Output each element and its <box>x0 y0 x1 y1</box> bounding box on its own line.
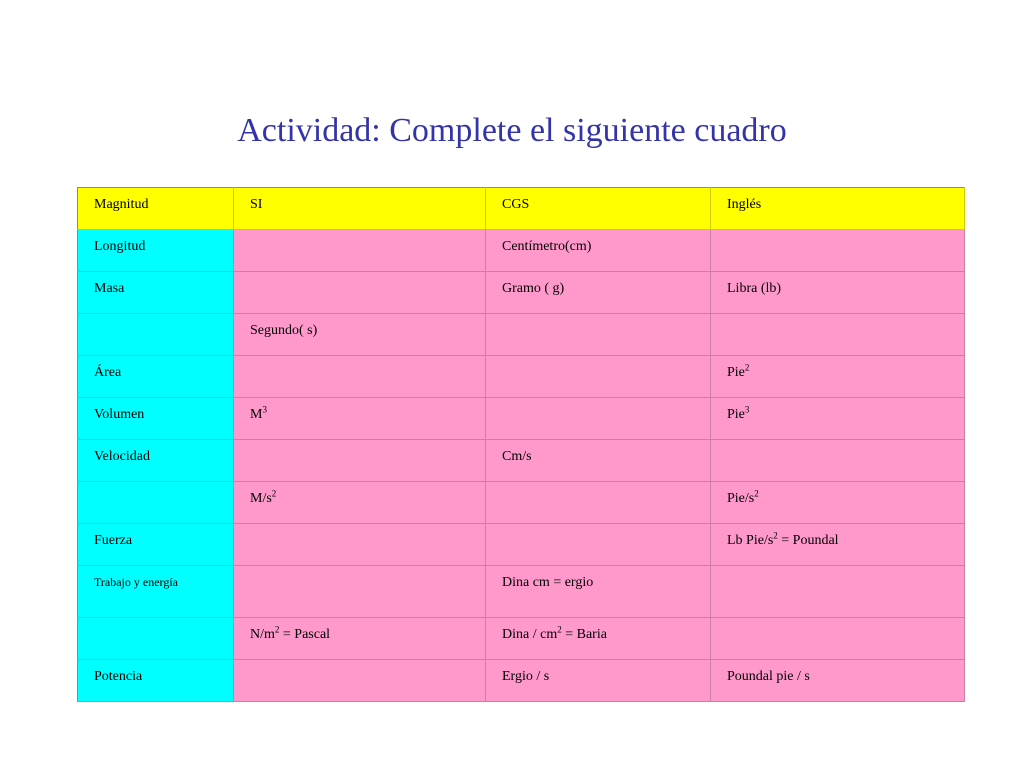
cell-si <box>234 440 486 482</box>
cell-cgs <box>486 482 711 524</box>
cell-magnitud <box>78 482 234 524</box>
table-row <box>78 356 965 398</box>
cell-magnitud: Área <box>78 356 234 398</box>
cell-magnitud: Fuerza <box>78 524 234 566</box>
cell-ingles <box>711 230 965 272</box>
cell-cgs <box>486 398 711 440</box>
cell-si <box>234 230 486 272</box>
cell-ingles <box>711 440 965 482</box>
cell-cgs <box>486 524 711 566</box>
table-row <box>78 440 965 482</box>
cell-magnitud: Velocidad <box>78 440 234 482</box>
header-cgs: CGS <box>486 188 711 230</box>
table-row <box>78 398 965 440</box>
cell-cgs <box>486 356 711 398</box>
table-row <box>78 482 965 524</box>
cell-si: Segundo( s) <box>234 314 486 356</box>
cell-magnitud <box>78 314 234 356</box>
header-row <box>78 188 965 230</box>
header-si: SI <box>234 188 486 230</box>
cell-cgs: Centímetro(cm) <box>486 230 711 272</box>
cell-ingles <box>711 314 965 356</box>
cell-magnitud: Potencia <box>78 660 234 702</box>
cell-si: $M/s^2$ <box>234 482 486 524</box>
table-body <box>78 230 965 702</box>
cell-cgs: Gramo ( g) <box>486 272 711 314</box>
table-row <box>78 524 965 566</box>
cell-ingles: Pie$^3$ <box>711 398 965 440</box>
units-table <box>77 187 965 702</box>
cell-ingles <box>711 618 965 660</box>
cell-cgs: Ergio / s <box>486 660 711 702</box>
header-magnitud: Magnitud <box>78 188 234 230</box>
cell-si: $N/m^2$ = Pascal <box>234 618 486 660</box>
table-row <box>78 618 965 660</box>
cell-ingles: Libra (lb) <box>711 272 965 314</box>
cell-ingles: Poundal pie / s <box>711 660 965 702</box>
cell-cgs <box>486 314 711 356</box>
cell-ingles: Pie/$s^2$ <box>711 482 965 524</box>
cell-ingles: Pie$^2$ <box>711 356 965 398</box>
cell-ingles: Lb Pie/$s^2$ = Poundal <box>711 524 965 566</box>
table-row <box>78 230 965 272</box>
header-ingles: Inglés <box>711 188 965 230</box>
cell-si <box>234 272 486 314</box>
table-row <box>78 566 965 618</box>
table-row <box>78 660 965 702</box>
cell-magnitud: Masa <box>78 272 234 314</box>
cell-si <box>234 356 486 398</box>
cell-si <box>234 660 486 702</box>
cell-si <box>234 524 486 566</box>
table-row <box>78 272 965 314</box>
page-title: Actividad: Complete el siguiente cuadro <box>237 112 787 149</box>
cell-si <box>234 566 486 618</box>
cell-magnitud: Trabajo y energía <box>78 566 234 618</box>
table-row <box>78 314 965 356</box>
cell-magnitud: Longitud <box>78 230 234 272</box>
cell-si: $M^3$ <box>234 398 486 440</box>
cell-magnitud: Volumen <box>78 398 234 440</box>
cell-cgs: Dina / $cm^2$ = Baria <box>486 618 711 660</box>
cell-ingles <box>711 566 965 618</box>
cell-cgs: Cm/s <box>486 440 711 482</box>
cell-cgs: Dina cm = ergio <box>486 566 711 618</box>
cell-magnitud <box>78 618 234 660</box>
